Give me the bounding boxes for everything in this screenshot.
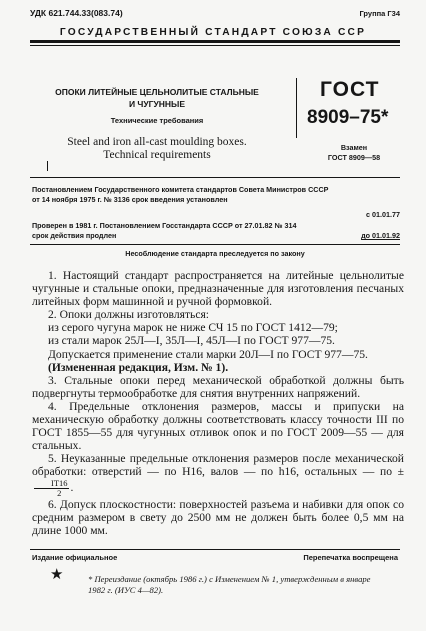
clause-2-item-steel: из стали марок 25Л—I, 35Л—I, 45Л—I по ГОСТ 977—75. [48,334,335,348]
standard-body [32,269,404,537]
decree-rule-top [30,177,400,178]
replaces-value: ГОСТ 8909—58 [327,153,381,162]
star-icon: ★ [50,567,64,583]
replaces-block [300,143,408,163]
decree-line2: от 14 ноября 1975 г. № 3136 срок введения установлен [32,195,228,204]
standard-header-title: ГОСУДАРСТВЕННЫЙ СТАНДАРТ СОЮЗА ССР [59,27,367,38]
reprint-prohibited-label: Перепечатка воспрещена [303,553,398,562]
clause-3: 3. Стальные опоки перед механической обработкой должны быть подвергнуты термообработке для снятия внутренних напряжений. [32,373,404,400]
extended-date: до 01.01.92 [361,231,400,240]
document-subtitle-ru: Технические требования [110,116,204,125]
udc-code: УДК 621.744.33(083.74) [30,8,123,18]
replaces-label: Взамен [340,143,368,152]
document-title-ru-line1: ОПОКИ ЛИТЕЙНЫЕ ЦЕЛЬНОЛИТЫЕ СТАЛЬНЫЕ [55,87,259,97]
document-title-en-line1: Steel and iron all-cast moulding boxes. [67,136,247,148]
header-rule-thin [30,45,400,46]
clause-5-text: 5. Неуказанные предельные отклонения размеров после механической обработки: отверстий — по Н16, валов — по h16, остальных — по ± [32,452,404,479]
document-title-ru [52,86,262,110]
tolerance-fraction-denominator: 2 [57,487,62,498]
decree-rule-bottom [30,244,400,245]
group-code: Группа Г34 [359,9,400,18]
decree-text [32,185,408,205]
clause-5 [32,452,404,497]
gost-label: ГОСТ [320,78,380,101]
document-title-en-line2: Technical requirements [103,148,211,161]
document-title-ru-line2: И ЧУГУННЫЕ [128,99,186,109]
reissue-footnote: * Переиздание (октябрь 1986 г.) с Изменением № 1, утвержденным в январе 1982 г. (ИУС 4—82). [88,574,371,595]
clause-1: 1. Настоящий стандарт распространяется на литейные цельнолитые чугунные и стальные опоки, предназначенные для изготовления песчаных литейных форм машинной и ручной формовкой. [32,269,404,309]
footer-rule [30,549,400,550]
gost-number: 8909–75* [307,107,389,128]
effective-date: с 01.01.77 [366,210,400,219]
check-text [32,221,332,241]
noncompliance-notice: Несоблюдение стандарта преследуется по закону [125,249,305,258]
tolerance-fraction [34,479,69,498]
clause-2-item-cast-iron: из серого чугуна марок не ниже СЧ 15 по ГОСТ 1412—79; [48,321,338,335]
official-edition-label: Издание официальное [32,553,118,562]
tolerance-fraction-numerator: IT16 [34,479,69,489]
document-title-en [52,136,262,161]
check-line1: Проверен в 1981 г. Постановлением Госстандарта СССР от 27.01.82 № 314 [32,221,297,230]
clause-6: 6. Допуск плоскостности: поверхностей разъема и набивки для опок со средним размером в свету до 2500 мм не должен быть более 0,5 мм на длине 1000 мм. [32,497,404,537]
clause-2-amendment-note: (Измененная редакция, Изм. № 1). [48,360,229,374]
clause-5-end: . [70,480,74,494]
clause-2: 2. Опоки должны изготовляться: [48,308,210,322]
text-cursor-mark [47,161,48,171]
check-line2: срок действия продлен [32,231,117,240]
clause-2-allowance: Допускается применение стали марки 20Л—I по ГОСТ 977—75. [48,347,368,361]
decree-line1: Постановлением Государственного комитета стандартов Совета Министров СССР [32,185,329,194]
clause-4: 4. Предельные отклонения размеров, массы и припуски на механическую обработку должны соответствовать классу точности III по ГОСТ 1855—55 для чугунных отливок опок и по ГОСТ 2009—55 — для стальных. [32,399,404,453]
header-rule-thick [30,40,400,43]
